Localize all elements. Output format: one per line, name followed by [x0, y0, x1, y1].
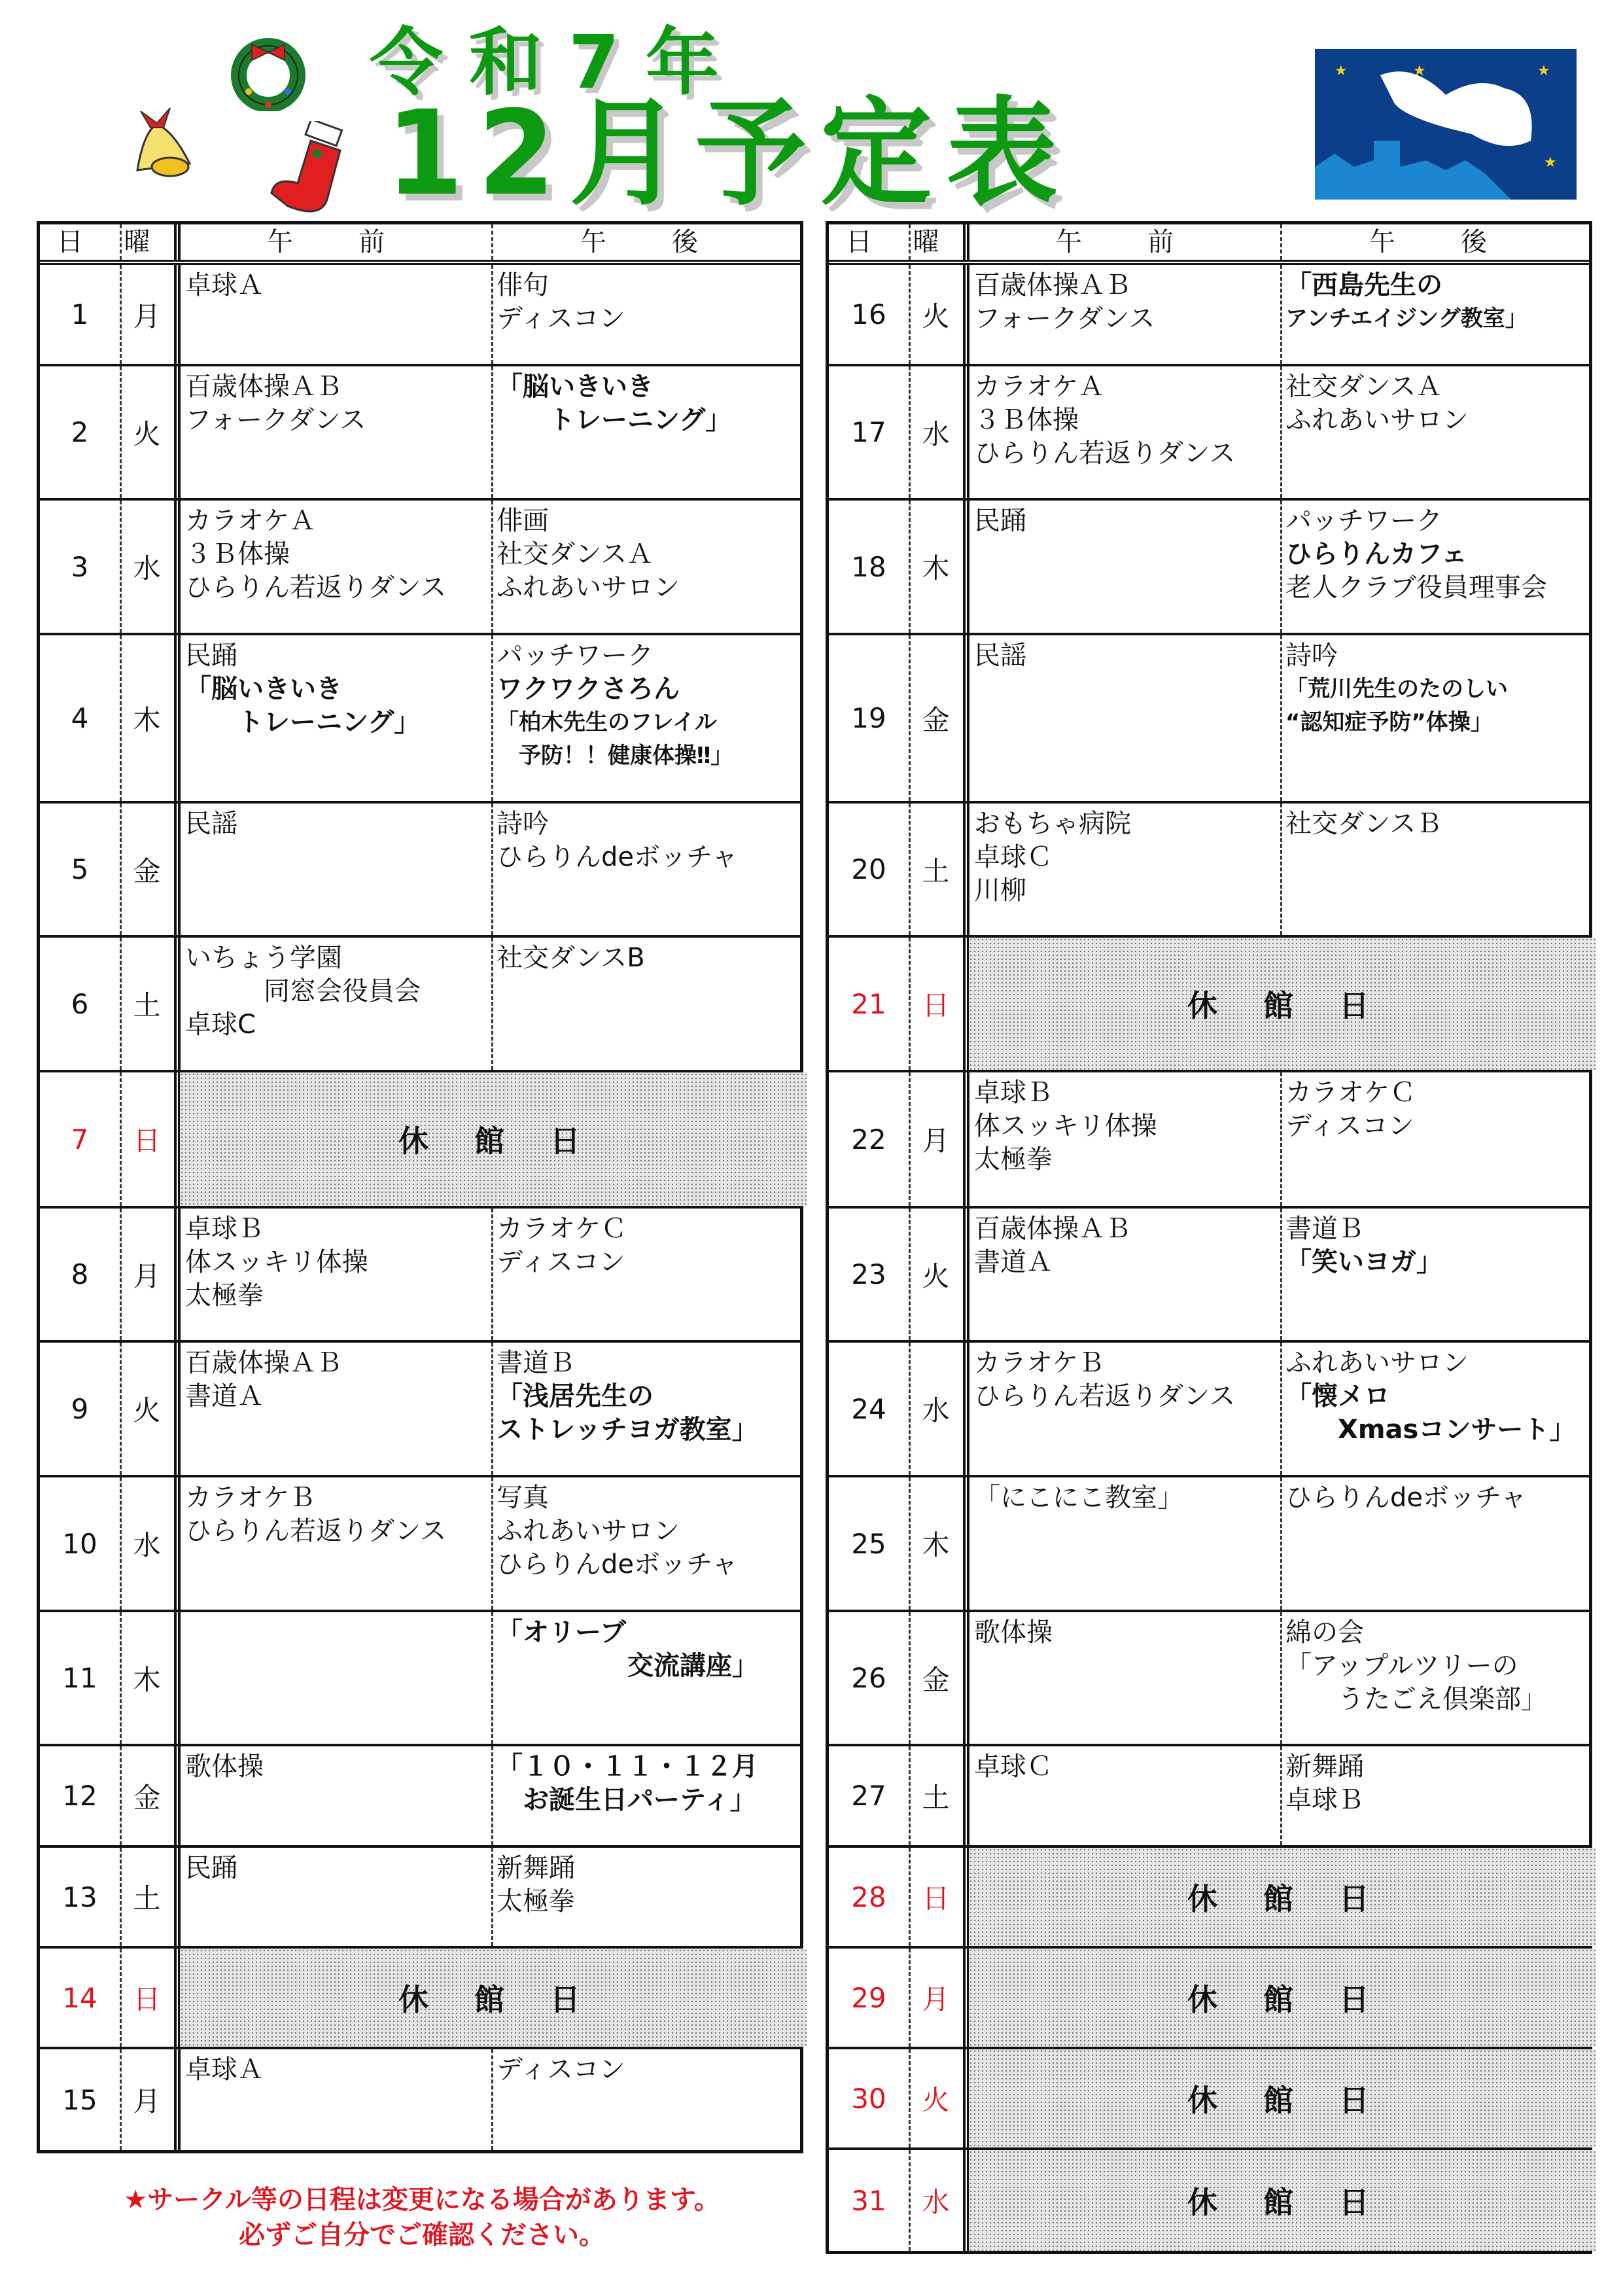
day-number: 22	[851, 1123, 886, 1156]
table-row	[40, 2049, 800, 2150]
weekday: 火	[133, 1394, 161, 1426]
day-number: 20	[851, 853, 886, 885]
day-number: 19	[851, 702, 886, 734]
event-item: ３Ｂ体操	[185, 539, 290, 569]
footer-note-line1: ★サークル等の日程は変更になる場合があります。	[124, 2185, 720, 2215]
closed-day-cell: 休 館 日	[969, 2150, 1596, 2251]
day-number: 6	[71, 987, 89, 1020]
event-item: フォークダンス	[974, 304, 1155, 334]
table-row	[829, 1612, 1589, 1746]
event-item: 百歳体操ＡＢ	[974, 1214, 1131, 1244]
table-row	[829, 804, 1589, 938]
event-item: 「オリーブ	[497, 1617, 626, 1648]
event-item: 川柳	[974, 875, 1026, 906]
pm-events	[497, 639, 733, 773]
event-item: 歌体操	[974, 1617, 1053, 1648]
event-item: ディスコン	[497, 304, 625, 334]
event-item: パッチワーク	[497, 641, 654, 671]
pm-events	[1285, 1347, 1575, 1447]
closed-day-cell: 休 館 日	[969, 938, 1596, 1070]
table-row	[40, 1343, 800, 1477]
day-number: 15	[62, 2083, 97, 2116]
am-events	[185, 2053, 264, 2087]
table-row	[40, 938, 800, 1072]
weekday: 月	[922, 1983, 950, 2015]
pm-events	[497, 2053, 625, 2087]
am-events	[185, 807, 237, 841]
event-item: 老人クラブ役員理事会	[1285, 573, 1547, 603]
event-item: 卓球Ｂ	[974, 1078, 1053, 1108]
weekday: 月	[133, 2085, 161, 2117]
am-events	[185, 1347, 342, 1413]
event-item: “認知症予防”体操」	[1285, 709, 1493, 735]
day-number: 24	[851, 1392, 886, 1425]
event-item: 「荒川先生のたのしい	[1285, 676, 1508, 702]
pm-events	[1285, 269, 1527, 336]
event-item: 「脳いきいき	[185, 674, 342, 704]
footer-note-line2: 必ずご自分でご確認ください。	[239, 2220, 605, 2250]
am-events	[974, 1076, 1157, 1176]
event-item: トレーニング」	[497, 405, 732, 435]
stocking-icon	[262, 121, 360, 219]
pm-events	[497, 1750, 758, 1817]
event-item: パッチワーク	[1285, 506, 1442, 536]
event-item: 社交ダンスＢ	[1285, 809, 1442, 839]
weekday: 土	[133, 989, 161, 1021]
event-item: うたごえ倶楽部」	[1285, 1684, 1547, 1714]
event-item: 体スッキリ体操	[185, 1247, 368, 1277]
table-row	[829, 1949, 1589, 2049]
event-item: 百歳体操ＡＢ	[974, 270, 1131, 300]
table-row	[40, 804, 800, 938]
event-item: 社交ダンスＡ	[1285, 372, 1442, 402]
pm-events	[497, 1212, 627, 1279]
weekday: 火	[922, 300, 950, 332]
am-events	[974, 639, 1026, 673]
weekday: 水	[922, 1394, 950, 1426]
table-row	[40, 1848, 800, 1949]
event-item: ひらりん若返りダンス	[185, 1516, 447, 1546]
closed-day-cell: 休 館 日	[180, 1072, 807, 1206]
table-row	[40, 265, 800, 366]
day-number: 26	[851, 1662, 886, 1694]
day-number: 7	[71, 1123, 89, 1156]
table-row	[40, 501, 800, 635]
pm-events	[1285, 807, 1442, 841]
event-item: お誕生日パーティ」	[497, 1785, 756, 1815]
event-item: ひらりんdeボッチャ	[497, 842, 738, 872]
event-item: 百歳体操ＡＢ	[185, 372, 342, 402]
day-number: 2	[71, 416, 89, 448]
pm-events	[497, 1347, 758, 1447]
day-number: 8	[71, 1258, 89, 1290]
pm-events	[497, 1481, 738, 1581]
event-item: カラオケＢ	[185, 1483, 316, 1513]
table-row	[829, 2049, 1589, 2150]
day-number: 18	[851, 550, 886, 583]
day-number: 17	[851, 416, 886, 448]
header-am: 午 前	[267, 227, 404, 257]
am-events	[974, 807, 1131, 908]
pm-events	[497, 504, 680, 605]
am-events	[974, 1212, 1131, 1279]
event-item: トレーニング」	[185, 707, 421, 737]
event-item: カラオケＢ	[974, 1348, 1105, 1378]
event-item: 体スッキリ体操	[974, 1111, 1157, 1141]
event-item: 書道Ａ	[185, 1381, 264, 1411]
table-row	[40, 1949, 800, 2049]
header-am: 午 前	[1056, 227, 1193, 257]
event-item: 「にこにこ教室」	[974, 1483, 1183, 1513]
table-row	[40, 635, 800, 804]
day-number: 23	[851, 1258, 886, 1290]
table-row	[40, 1746, 800, 1848]
pm-events	[497, 942, 645, 975]
wreath-icon	[219, 33, 317, 111]
event-item: 卓球Ｂ	[1285, 1785, 1364, 1815]
schedule-table-right	[826, 221, 1592, 2254]
event-item: 書道Ｂ	[1285, 1214, 1364, 1244]
event-item: ひらりん若返りダンス	[185, 573, 447, 603]
event-item: 「柏木先生のフレイル	[497, 709, 717, 735]
table-row	[40, 1477, 800, 1612]
event-item: 社交ダンスB	[497, 943, 645, 973]
day-number: 21	[851, 987, 886, 1020]
bell-icon	[118, 105, 203, 183]
event-item: ワクワクさろん	[497, 674, 680, 704]
svg-text:★: ★	[1544, 154, 1557, 171]
day-number: 5	[71, 853, 89, 885]
weekday: 土	[133, 1882, 161, 1915]
event-item: 「懐メロ	[1285, 1381, 1390, 1411]
event-item: ディスコン	[497, 1247, 625, 1277]
event-item: ふれあいサロン	[497, 573, 680, 603]
day-number: 12	[62, 1780, 97, 1812]
table-row	[40, 366, 800, 501]
event-item: 交流講座」	[497, 1651, 758, 1681]
weekday: 土	[922, 855, 950, 887]
event-item: 新舞踊	[1285, 1752, 1364, 1782]
page-title: 12月予定表	[386, 86, 1072, 222]
table-header	[40, 224, 800, 265]
weekday: 水	[133, 552, 161, 584]
am-events	[974, 269, 1155, 336]
day-number: 27	[851, 1780, 886, 1812]
event-item: おもちゃ病院	[974, 809, 1131, 839]
weekday: 日	[133, 1125, 161, 1157]
weekday: 水	[133, 1529, 161, 1561]
table-row	[829, 1746, 1589, 1848]
svg-text:★: ★	[1335, 63, 1348, 79]
am-events	[185, 1750, 264, 1784]
event-item: ３Ｂ体操	[974, 405, 1079, 435]
event-item: 太極拳	[974, 1144, 1053, 1174]
weekday: 木	[133, 703, 161, 736]
day-number: 29	[851, 1981, 886, 2014]
header-pm: 午 後	[1369, 227, 1507, 257]
weekday: 金	[922, 1663, 950, 1696]
pm-events	[1285, 1616, 1547, 1716]
pm-events	[497, 269, 625, 336]
table-row	[829, 1072, 1589, 1209]
day-number: 31	[851, 2184, 886, 2217]
event-item: 俳画	[497, 506, 549, 536]
table-row	[829, 2150, 1589, 2251]
event-item: 太極拳	[185, 1280, 264, 1311]
event-item: 歌体操	[185, 1752, 264, 1782]
event-item: ひらりんdeボッチャ	[497, 1549, 738, 1580]
event-item: 同窓会役員会	[185, 976, 421, 1006]
am-events	[974, 1347, 1235, 1413]
event-item: 卓球Ｃ	[974, 1752, 1053, 1782]
closed-day-cell: 休 館 日	[969, 1949, 1596, 2047]
event-item: カラオケＡ	[185, 506, 316, 536]
event-item: 「１０・１１・１２月	[497, 1752, 758, 1782]
event-item: ディスコン	[497, 2055, 625, 2085]
weekday: 木	[922, 1529, 950, 1561]
pm-events	[1285, 1212, 1442, 1279]
santa-sleigh-night-icon	[1315, 49, 1577, 200]
title-era-year: 令和7年	[370, 20, 745, 105]
closed-day-cell: 休 館 日	[969, 1848, 1596, 1946]
event-item: 「笑いヨガ」	[1285, 1247, 1442, 1277]
event-item: 詩吟	[1285, 641, 1338, 671]
day-number: 9	[71, 1392, 89, 1425]
am-events	[185, 1212, 368, 1313]
event-item: 民謡	[974, 641, 1026, 671]
table-row	[829, 1343, 1589, 1477]
weekday: 金	[133, 855, 161, 887]
header-day: 日	[57, 227, 103, 257]
weekday: 月	[133, 300, 161, 332]
svg-text:★: ★	[1413, 63, 1426, 79]
event-item: 「西島先生の	[1285, 270, 1442, 300]
event-item: 俳句	[497, 270, 549, 300]
pm-events	[1285, 370, 1469, 437]
table-row	[40, 1612, 800, 1746]
weekday: 金	[922, 703, 950, 736]
header-weekday: 曜	[913, 227, 959, 257]
event-item: 民踊	[185, 1853, 237, 1883]
pm-events	[497, 807, 738, 874]
header-weekday: 曜	[124, 227, 170, 257]
event-item: 社交ダンスＡ	[497, 539, 654, 569]
event-item: 卓球Ａ	[185, 2055, 264, 2085]
table-row	[829, 1477, 1589, 1612]
pm-events	[1285, 1750, 1364, 1817]
event-item: 卓球Ａ	[185, 270, 264, 300]
am-events	[185, 639, 420, 739]
event-item: 卓球Ｃ	[974, 842, 1053, 872]
table-row	[829, 1209, 1589, 1343]
table-row	[829, 501, 1589, 635]
event-item: 卓球Ｂ	[185, 1214, 264, 1244]
pm-events	[1285, 1076, 1416, 1143]
am-events	[185, 370, 366, 437]
table-row	[829, 265, 1589, 366]
day-number: 13	[62, 1881, 97, 1913]
weekday: 水	[922, 2186, 950, 2218]
event-item: Xmasコンサート」	[1285, 1415, 1576, 1445]
event-item: ふれあいサロン	[1285, 1348, 1469, 1378]
weekday: 月	[133, 1260, 161, 1292]
event-item: ふれあいサロン	[1285, 405, 1469, 435]
am-events	[974, 1750, 1053, 1784]
pm-events	[497, 370, 731, 437]
am-events	[974, 1481, 1183, 1515]
day-number: 1	[71, 298, 89, 330]
weekday: 木	[133, 1663, 161, 1696]
event-item: 詩吟	[497, 809, 549, 839]
closed-day-cell: 休 館 日	[180, 1949, 807, 2047]
day-number: 25	[851, 1527, 886, 1560]
event-item: いちょう学園	[185, 943, 342, 973]
weekday: 火	[133, 417, 161, 450]
event-item: 「脳いきいき	[497, 372, 654, 402]
pm-events	[1285, 639, 1508, 739]
table-row	[829, 1848, 1589, 1949]
event-item: 新舞踊	[497, 1853, 575, 1883]
event-item: 民踊	[185, 641, 237, 671]
am-events	[185, 269, 264, 302]
event-item: ストレッチヨガ教室」	[497, 1415, 758, 1445]
event-item: 「アップルツリーの	[1285, 1651, 1518, 1681]
day-number: 16	[851, 298, 886, 330]
am-events	[974, 1616, 1053, 1650]
day-number: 28	[851, 1881, 886, 1913]
svg-text:★: ★	[1537, 63, 1550, 79]
weekday: 月	[922, 1125, 950, 1157]
day-number: 14	[62, 1981, 97, 2014]
event-item: カラオケＣ	[1285, 1078, 1416, 1108]
schedule-table-left	[37, 221, 803, 2153]
weekday: 火	[922, 1260, 950, 1292]
am-events	[974, 370, 1235, 470]
table-header	[829, 224, 1589, 265]
pm-events	[1285, 504, 1547, 605]
event-item: ひらりんカフェ	[1285, 539, 1467, 569]
table-row	[40, 1072, 800, 1209]
event-item: フォークダンス	[185, 405, 366, 435]
am-events	[974, 504, 1026, 538]
event-item: 太極拳	[497, 1886, 575, 1916]
closed-day-cell: 休 館 日	[969, 2049, 1596, 2147]
pm-events	[497, 1852, 575, 1918]
event-item: ひらりん若返りダンス	[974, 438, 1236, 468]
header-pm: 午 後	[580, 227, 718, 257]
table-row	[829, 635, 1589, 804]
event-item: 書道Ｂ	[497, 1348, 575, 1378]
event-item: 民謡	[185, 809, 237, 839]
event-item: 予防！！健康体操‼」	[497, 743, 733, 769]
event-item: 「浅居先生の	[497, 1381, 654, 1411]
day-number: 10	[62, 1527, 97, 1560]
am-events	[185, 504, 446, 605]
am-events	[185, 942, 421, 1042]
event-item: ふれあいサロン	[497, 1516, 680, 1546]
weekday: 木	[922, 552, 950, 584]
table-row	[829, 938, 1589, 1072]
event-item: カラオケＣ	[497, 1214, 627, 1244]
event-item: 写真	[497, 1483, 549, 1513]
weekday: 日	[133, 1983, 161, 2015]
event-item: ディスコン	[1285, 1111, 1414, 1141]
day-number: 11	[62, 1662, 97, 1694]
event-item: 綿の会	[1285, 1617, 1364, 1648]
event-item: カラオケＡ	[974, 372, 1105, 402]
weekday: 土	[922, 1781, 950, 1814]
am-events	[185, 1852, 237, 1885]
am-events	[185, 1481, 446, 1548]
day-number: 30	[851, 2082, 886, 2115]
event-item: 卓球C	[185, 1010, 256, 1040]
footer-note	[56, 2182, 788, 2253]
table-row	[829, 366, 1589, 501]
table-row	[40, 1209, 800, 1343]
weekday: 日	[922, 989, 950, 1021]
weekday: 水	[922, 417, 950, 450]
event-item: ひらりん若返りダンス	[974, 1381, 1236, 1411]
header-day: 日	[846, 227, 892, 257]
day-number: 3	[71, 550, 89, 583]
pm-events	[1285, 1481, 1527, 1515]
event-item: アンチエイジング教室」	[1285, 306, 1527, 332]
event-item: 百歳体操ＡＢ	[185, 1348, 342, 1378]
day-number: 4	[71, 702, 89, 734]
pm-events	[497, 1616, 758, 1683]
event-item: ひらりんdeボッチャ	[1285, 1483, 1527, 1513]
weekday: 火	[922, 2084, 950, 2116]
weekday: 日	[922, 1882, 950, 1915]
event-item: 書道Ａ	[974, 1247, 1053, 1277]
event-item: 民踊	[974, 506, 1026, 536]
weekday: 金	[133, 1781, 161, 1814]
